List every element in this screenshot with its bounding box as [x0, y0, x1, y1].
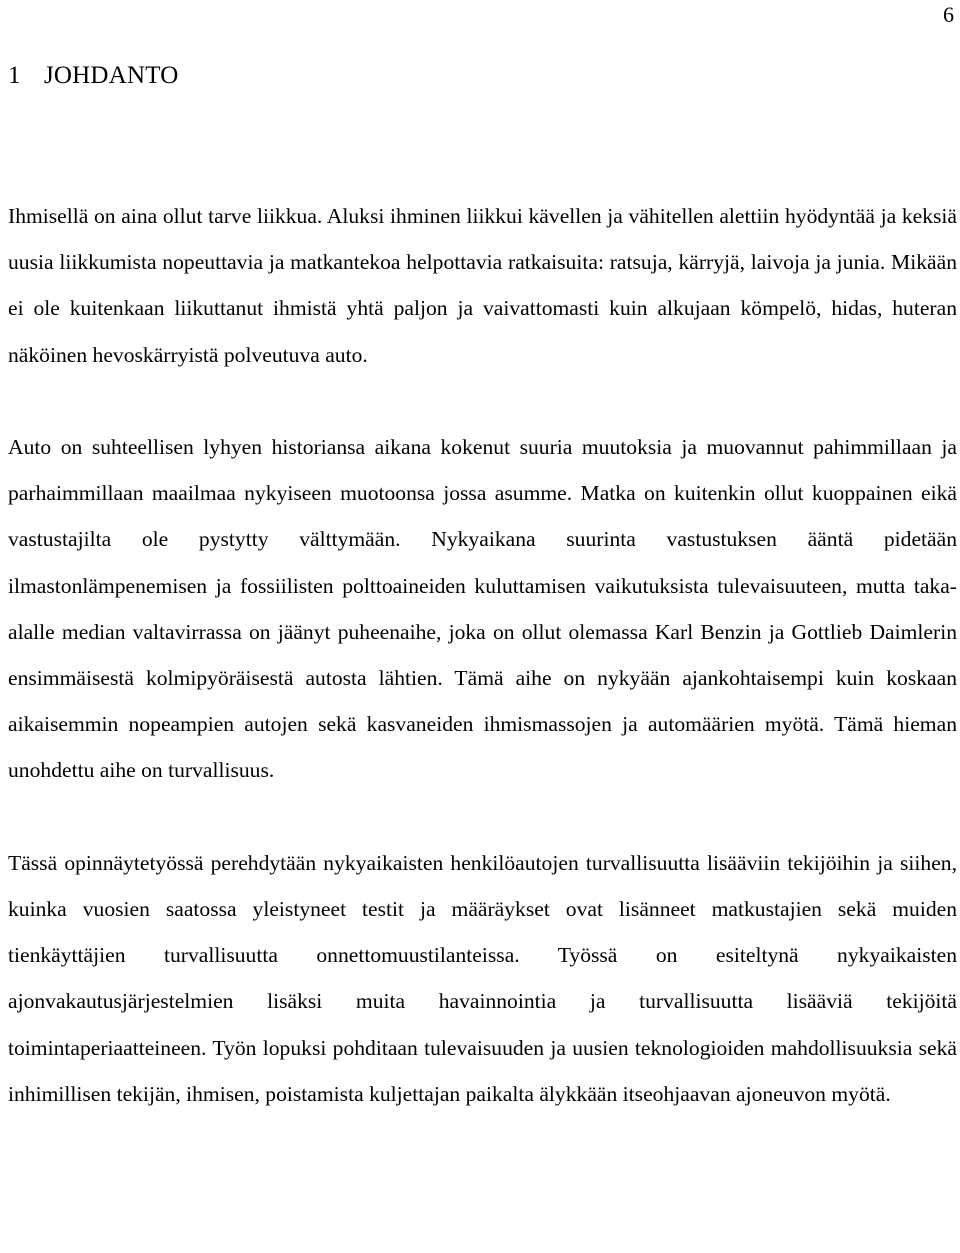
paragraph-2: Auto on suhteellisen lyhyen historiansa aikana kokenut suuria muutoksia ja muovannut pahimmillaan ja parhaimmillaan maailmaa nykyiseen muotoonsa jossa asumme. Matka on kuitenkin ollut kuoppainen eikä vastustajilta ole pystytty välttymään. Nykyaikana suurinta vastustuksen ääntä pidetään ilmastonlämpenemisen ja fossiilisten polttoaineiden kuluttamisen vaikutuksista tulevaisuuteen, mutta taka-alalle median valtavirrassa on jäänyt puheenaihe, joka on ollut olemassa Karl Benzin ja Gottlieb Daimlerin ensimmäisestä kolmipyöräisestä autosta lähtien. Tämä aihe on nykyään ajankohtaisempi kuin koskaan aikaisemmin nopeampien autojen sekä kasvaneiden ihmismassojen ja automäärien myötä. Tämä hieman unohdettu aihe on turvallisuus. — [8, 435, 957, 783]
paragraph-1: Ihmisellä on aina ollut tarve liikkua. Aluksi ihminen liikkui kävellen ja vähitellen alettiin hyödyntää ja keksiä uusia liikkumista nopeuttavia ja matkantekoa helpottavia ratkaisuita: ratsuja, kärryjä, laivoja ja junia. Mikään ei ole kuitenkaan liikuttanut ihmistä yhtä paljon ja vaivattomasti kuin alkujaan kömpelö, hidas, huteran näköinen hevoskärryistä polveutuva auto. — [8, 204, 957, 367]
section-number: 1 — [8, 62, 21, 89]
body-text — [8, 193, 957, 1163]
page-number: 6 — [943, 2, 954, 27]
section-heading — [8, 59, 178, 93]
paragraph-3: Tässä opinnäytetyössä perehdytään nykyaikaisten henkilöautojen turvallisuutta lisääviin tekijöihin ja siihen, kuinka vuosien saatossa yleistyneet testit ja määräykset ovat lisänneet matkustajien sekä muiden tienkäyttäjien turvallisuutta onnettomuustilanteissa. Työssä on esiteltynä nykyaikaisten ajonvakautusjärjestelmien lisäksi muita havainnointia ja turvallisuutta lisääviä tekijöitä toimintaperiaatteineen. Työn lopuksi pohditaan tulevaisuuden ja uusien teknologioiden mahdollisuuksia sekä inhimillisen tekijän, ihmisen, poistamista kuljettajan paikalta älykkään itseohjaavan ajoneuvon myötä. — [8, 850, 957, 1106]
section-title: JOHDANTO — [44, 62, 179, 89]
